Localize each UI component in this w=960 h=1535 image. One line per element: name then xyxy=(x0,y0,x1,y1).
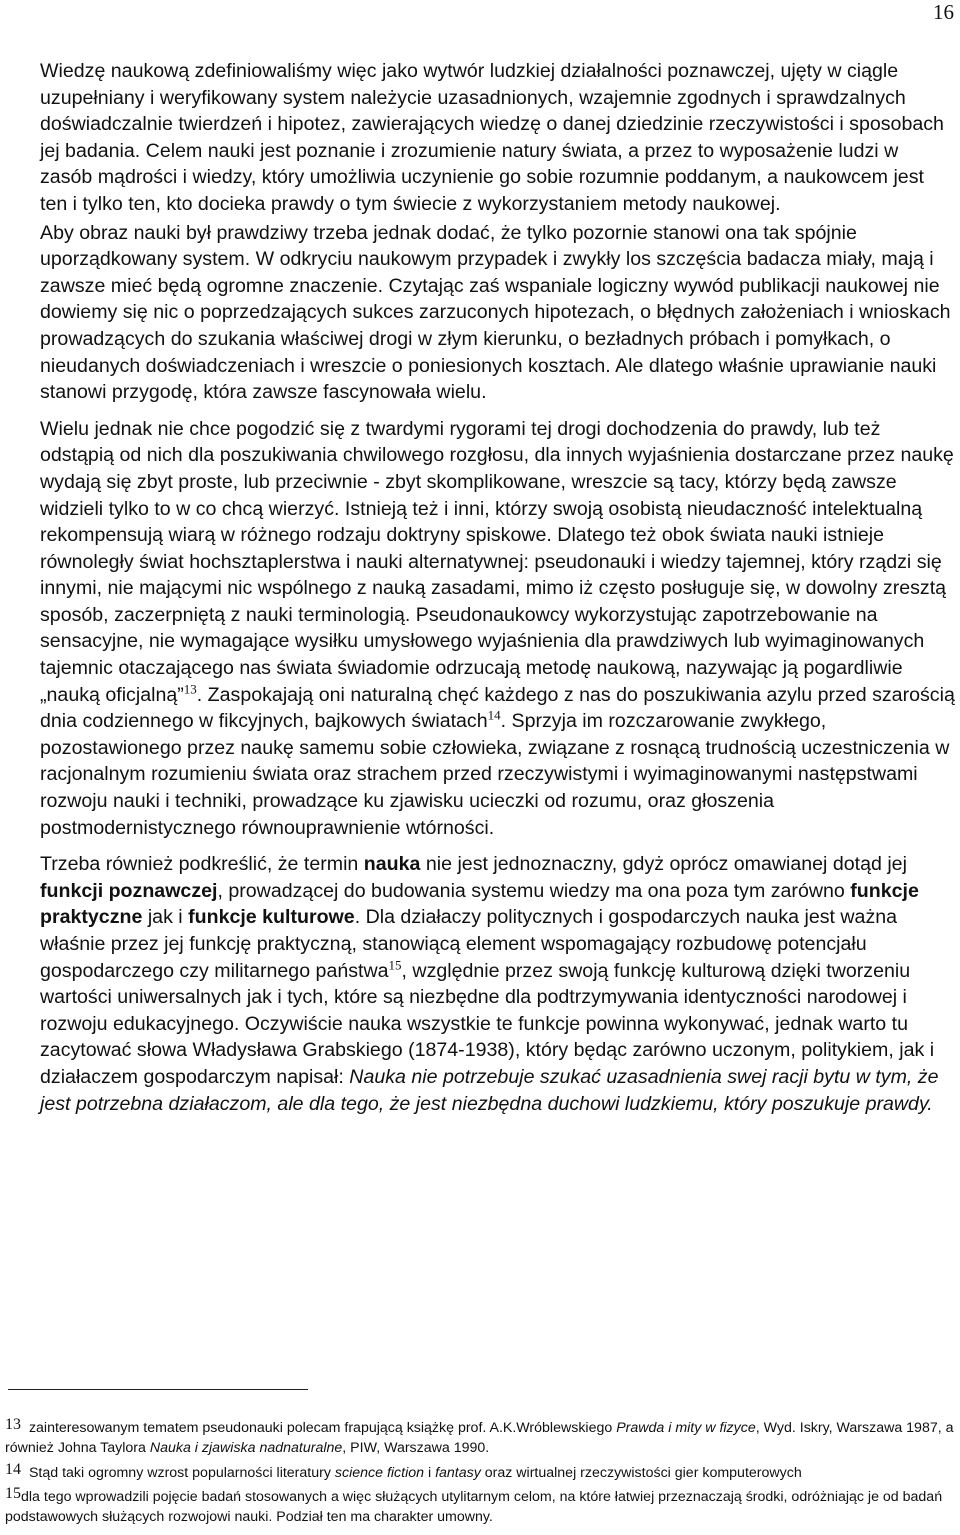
paragraph-3-text-b: . Zaspokajają oni naturalną chęć każdego z nas do poszukiwania azylu przed szarością dnia codziennego w fikcyjnych, bajkowych światach xyxy=(40,683,955,733)
footnote-14-text-b: i xyxy=(424,1465,436,1481)
paragraph-4 xyxy=(40,851,955,1117)
footnotes xyxy=(5,1418,955,1527)
paragraph-1 xyxy=(40,58,955,218)
paragraph-2-text: Aby obraz nauki był prawdziwy trzeba jednak dodać, że tylko pozornie stanowi ona tak spójnie uporządkowany system. W odkryciu naukowym przypadek i zwykły los szczęścia badacza miały, mają i zawsze mieć będą ogromne znaczenie. Czytając zaś wspaniale logiczny wywód publikacji naukowej nie dowiemy się nic o poprzedzających sukces zarzuconych hipotezach, o błędnych założeniach i wnioskach prowadzących do szukania właściwej drogi w złym kierunku, o bezładnych próbach i pomyłkach, o nieudanych doświadczeniach i wreszcie o poniesionych kosztach. Ale dlatego właśnie uprawianie nauki stanowi przygodę, która zawsze fascynowała wielu. xyxy=(40,221,951,404)
term-nauka: nauka xyxy=(363,853,421,876)
footnote-14-text-c: oraz wirtualnej rzeczywistości gier komputerowych xyxy=(480,1465,802,1481)
footnote-separator xyxy=(8,1389,308,1390)
body-text xyxy=(40,58,955,1117)
footnote-ref-15[interactable]: 15 xyxy=(388,957,402,973)
paragraph-3 xyxy=(40,416,955,842)
paragraph-4-text-b: nie jest jednoznaczny, gdyż oprócz omawianej dotąd jej xyxy=(420,853,907,876)
grabski-quote: Nauka nie potrzebuje szukać uzasadnienia swej racji bytu w tym, że jest potrzebna działaczom, ale dla tego, że jest niezbędna duchowi ludzkiemu, który poszukuje prawdy. xyxy=(40,1065,939,1115)
footnote-14-genre-1: science fiction xyxy=(334,1465,425,1481)
footnote-13-text-c: , PIW, Warszawa 1990. xyxy=(342,1440,490,1456)
footnote-15-text: dla tego wprowadzili pojęcie badań stosowanych a więc służących utylitarnym celom, na które łatwiej przeznaczają środki, odróżniając je od badań podstawowych służących rozwojowi nauki. Podział ten ma charakter umowny. xyxy=(5,1489,943,1525)
paragraph-4-text-f: , względnie przez swoją funkcję kulturową dzięki tworzeniu wartości uniwersalnych jak i tych, które są niezbędne dla podtrzymywania identyczności narodowej i rozwoju edukacyjnego. Oczywiście nauka wszystkie te funkcje powinna wykonywać, jednak warto tu zacytować słowa Władysława Grabskiego (1874-1938), który będąc zarówno uczonym, politykiem, jak i działaczem gospodarczym napisał: xyxy=(40,959,935,1088)
footnote-14-genre-2: fantasy xyxy=(435,1465,481,1481)
paragraph-2 xyxy=(40,220,955,406)
footnote-14 xyxy=(5,1463,955,1483)
paragraph-4-text-d: jak i xyxy=(142,906,189,929)
footnote-13-text-a: zainteresowanym tematem pseudonauki polecam frapującą książkę prof. A.K.Wróblewskiego xyxy=(25,1420,617,1436)
footnote-13 xyxy=(5,1418,955,1458)
footnote-13-number: 13 xyxy=(5,1416,21,1433)
paragraph-4-text-a: Trzeba również podkreślić, że termin xyxy=(40,853,364,876)
page-number: 16 xyxy=(933,0,954,24)
term-funkcje-praktyczne: funkcje praktyczne xyxy=(40,879,919,929)
paragraph-3-text-a: Wielu jednak nie chce pogodzić się z twardymi rygorami tej drogi dochodzenia do prawdy, lub też odstąpią od nich dla poszukiwania chwilowego rozgłosu, dla innych wyjaśnienia dostarczane przez naukę wydają się zbyt proste, lub przeciwnie - zbyt skomplikowane, wreszcie są tacy, którzy będą zawsze widzieli tylko to w co chcą wierzyć. Istnieją też i inni, którzy swoją osobistą nieudaczność intelektualną rekompensują wiarą w różnego rodzaju doktryny spiskowe. Dlatego też obok świata nauki istnieje równoległy świat hochsztaplerstwa i nauki alternatywnej: pseudonauki i wiedzy tajemnej, który rządzi się innymi, nie mającymi nic wspólnego z nauką zasadami, mimo iż często posługuje się, w dowolny zresztą sposób, zaczerpniętą z nauki terminologią. Pseudonaukowcy wykorzystując zapotrzebowanie na sensacyjne, nie wymagające wysiłku umysłowego wyjaśnienia dla prawdziwych lub wyimaginowanych tajemnic otaczającego nas świata świadomie odrzucają metodę naukową, nazywając ją pogardliwie „nauką oficjalną” xyxy=(40,417,954,706)
paragraph-1-text: Wiedzę naukową zdefiniowaliśmy więc jako wytwór ludzkiej działalności poznawczej, ujęty w ciągle uzupełniany i weryfikowany system należycie uzasadnionych, wzajemnie zgodnych i sprawdzalnych doświadczalnie twierdzeń i hipotez, zawierających wiedzę o danej dziedzinie rzeczywistości i sposobach jej badania. Celem nauki jest poznanie i zrozumienie natury świata, a przez to wyposażenie ludzi w zasób mądrości i wiedzy, który umożliwia uczynienie go sobie rozumnie poddanym, a naukowcem jest ten i tylko ten, kto docieka prawdy o tym świecie z wykorzystaniem metody naukowej. xyxy=(40,60,944,215)
term-funkcji-poznawczej: funkcji poznawczej xyxy=(40,879,218,902)
footnote-15-number: 15 xyxy=(5,1485,21,1502)
footnote-14-text-a: Stąd taki ogromny wzrost popularności literatury xyxy=(25,1465,335,1481)
footnote-14-number: 14 xyxy=(5,1461,21,1478)
footnote-ref-13[interactable]: 13 xyxy=(183,681,197,697)
footnote-ref-14[interactable]: 14 xyxy=(487,707,501,723)
paragraph-4-text-e: . Dla działaczy politycznych i gospodarczych nauka jest ważna właśnie przez jej funkcję praktyczną, stanowiącą element wspomagający rozbudowę potencjału gospodarczego czy militarnego państwa xyxy=(40,906,898,982)
footnote-13-title-1: Prawda i mity w fizyce xyxy=(616,1420,756,1436)
paragraph-3-text-c: . Sprzyja im rozczarowanie zwykłego, pozostawionego przez naukę samemu sobie człowieka, związane z rosnącą trudnością uczestniczenia w racjonalnym rozumieniu świata oraz strachem przed rzeczywistymi i wyimaginowanymi następstwami rozwoju nauki i techniki, prowadzące ku zjawisku ucieczki od rozumu, oraz głoszenia postmodernistycznego równouprawnienie wtórności. xyxy=(40,710,950,839)
footnote-13-title-2: Nauka i zjawiska nadnaturalne xyxy=(149,1440,343,1456)
footnote-15 xyxy=(5,1487,955,1527)
term-funkcje-kulturowe: funkcje kulturowe xyxy=(188,906,355,929)
footnote-13-text-b: , Wyd. Iskry, Warszawa 1987, a również Johna Taylora xyxy=(5,1420,954,1456)
paragraph-4-text-c: , prowadzącej do budowania systemu wiedzy ma ona poza tym zarówno xyxy=(217,879,851,902)
